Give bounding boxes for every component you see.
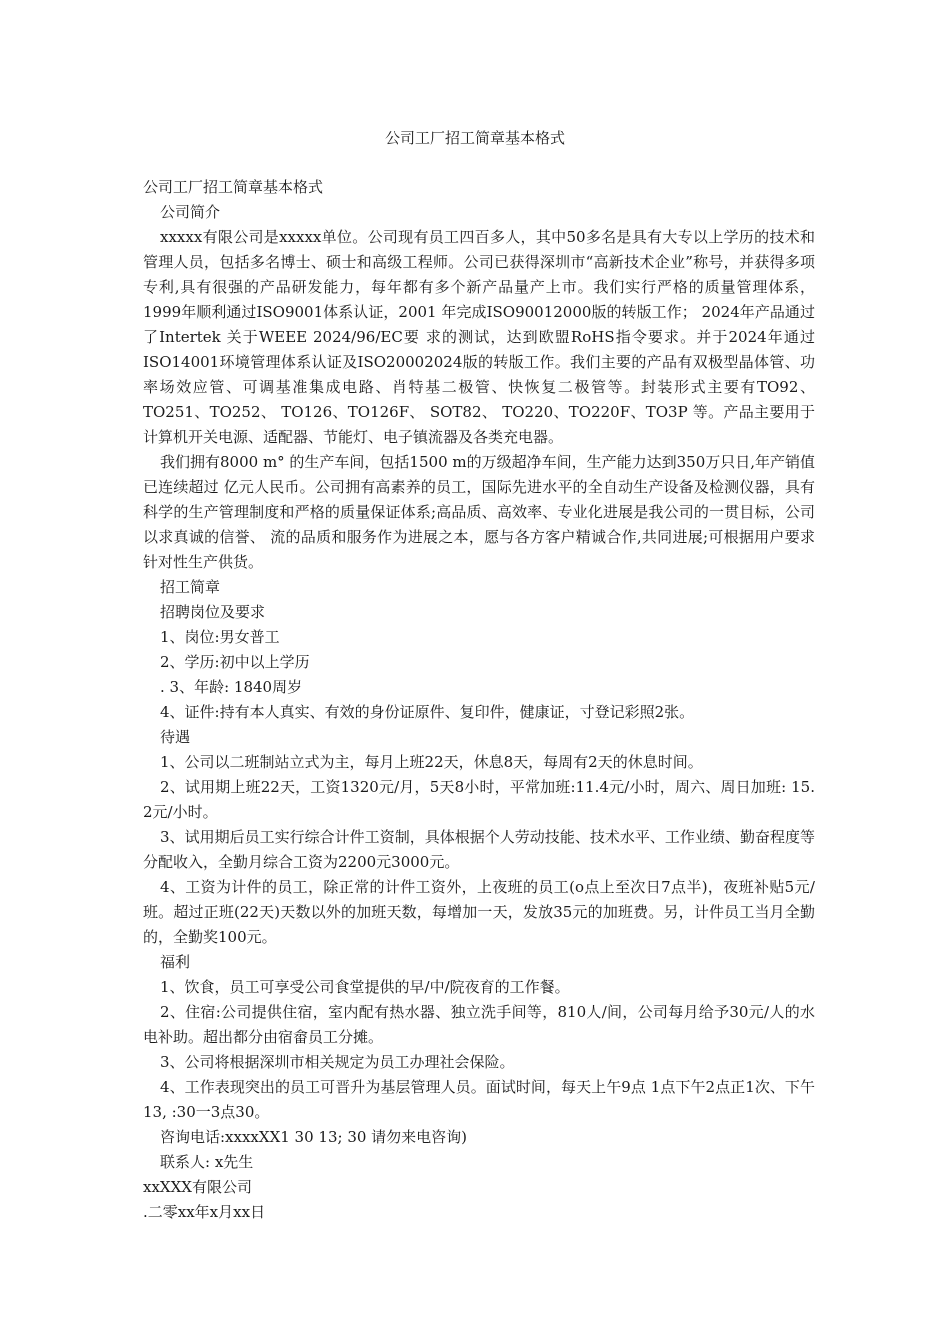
welfare-item: 4、工作表现突出的员工可晋升为基层管理人员。面试时间，每天上午9点 1点下午2点正1次、下午13, :30一3点30。 xyxy=(143,1078,815,1121)
pay-item: 4、工资为计件的员工，除正常的计件工资外，上夜班的员工(o点上至次日7点半)，夜班补贴5元/班。超过正班(22天)天数以外的加班天数，每增加一天，发放35元的加班费。另，计件员工当月全勤的，全勤奖100元。 xyxy=(143,878,815,946)
welfare-item: 2、住宿:公司提供住宿，室内配有热水器、独立洗手间等，810人/间，公司每月给予30元/人的水电补助。超出都分由宿畲员工分摊。 xyxy=(143,1003,815,1046)
section-heading-intro: 公司简介 xyxy=(160,203,221,221)
intro-paragraph-1: xxxxx有限公司是xxxxx单位。公司现有员工四百多人，其中50多名是具有大专以上学历的技术和管理人员，包括多名博士、硕士和高级工程师。公司已获得深圳市“高新技术企业”称号，并获得多项专利,具有很强的产品研发能力，每年都有多个新产品量产上市。我们实行严格的质量管理体系，1999年顺利通过ISO9001体系认证，2001 年完成ISO90012000版的转版工作； 2024年产品通过了Intertek 关于WEEE 2024/96/EC要 求的测试，达到欧盟RoHS指令要求。并于2024年通过ISO14001环境管理体系认证及ISO20002024版的转版工作。我们主要的产品有双极型晶体管、功率场效应管、可调基准集成电路、肖特基二极管、快恢复二极管等。封装形式主要有TO92、TO251、TO252、 TO126、TO126F、 SOT82、 TO220、TO220F、TO3P 等。产品主要用于计算机开关电源、适配器、节能灯、电子镇流器及各类充电器。 xyxy=(143,228,815,446)
section-heading-recruit: 招工简章 xyxy=(160,578,221,596)
document-title: 公司工厂招工简章基本格式 xyxy=(384,129,565,147)
requirement-item: 2、学历:初中以上学历 xyxy=(160,653,310,671)
phone-line: 咨询电话:xxxxXX1 30 13; 30 请勿来电咨询) xyxy=(160,1128,468,1146)
company-name: xxXXX有限公司 xyxy=(143,1178,252,1196)
contact-line: 联系人: x先生 xyxy=(160,1153,254,1171)
pay-item: 2、试用期上班22天，工资1320元/月，5天8小时，平常加班:11.4元/小时，周六、周日加班: 15. 2元/小时。 xyxy=(143,778,815,821)
section-heading-pay: 待遇 xyxy=(160,728,191,746)
section-heading-welfare: 福利 xyxy=(160,953,191,971)
requirement-item: 1、岗位:男女普工 xyxy=(160,628,280,646)
pay-item: 1、公司以二班制站立式为主，每月上班22天，休息8天，每周有2天的休息时间。 xyxy=(160,753,703,771)
subheading-positions: 招聘岗位及要求 xyxy=(160,603,266,621)
requirement-item: . 3、年龄: 1840周岁 xyxy=(160,678,303,696)
welfare-item: 1、饮食，员工可享受公司食堂提供的早/中/院夜育的工作餐。 xyxy=(160,978,570,996)
requirement-item: 4、证件:持有本人真实、有效的身份证原件、复印件，健康证，寸登记彩照2张。 xyxy=(160,703,695,721)
welfare-item: 3、公司将根据深圳市相关规定为员工办理社会保险。 xyxy=(160,1053,515,1071)
document-heading: 公司工厂招工简章基本格式 xyxy=(143,178,324,196)
document-body xyxy=(143,175,815,1225)
pay-item: 3、试用期后员工实行综合计件工资制，具体根据个人劳动技能、技术水平、工作业绩、勤奋程度等分配收入，全勤月综合工资为2200元3000元。 xyxy=(143,828,815,871)
document-date: .二零xx年x月xx日 xyxy=(143,1203,266,1221)
intro-paragraph-2: 我们拥有8000 m° 的生产车间，包括1500 m的万级超净车间，生产能力达到350万只日,年产销值已连续超过 亿元人民币。公司拥有高素养的员工，国际先进水平的全自动生产设备及检测仪器，具有科学的生产管理制度和严格的质量保证体系;高品质、高效率、专业化进展是我公司的一贯目标，公司以求真诚的信誉、 流的品质和服务作为进展之本，愿与各方客户精诚合作,共同进展;可根据用户要求针对性生产供货。 xyxy=(143,453,816,571)
